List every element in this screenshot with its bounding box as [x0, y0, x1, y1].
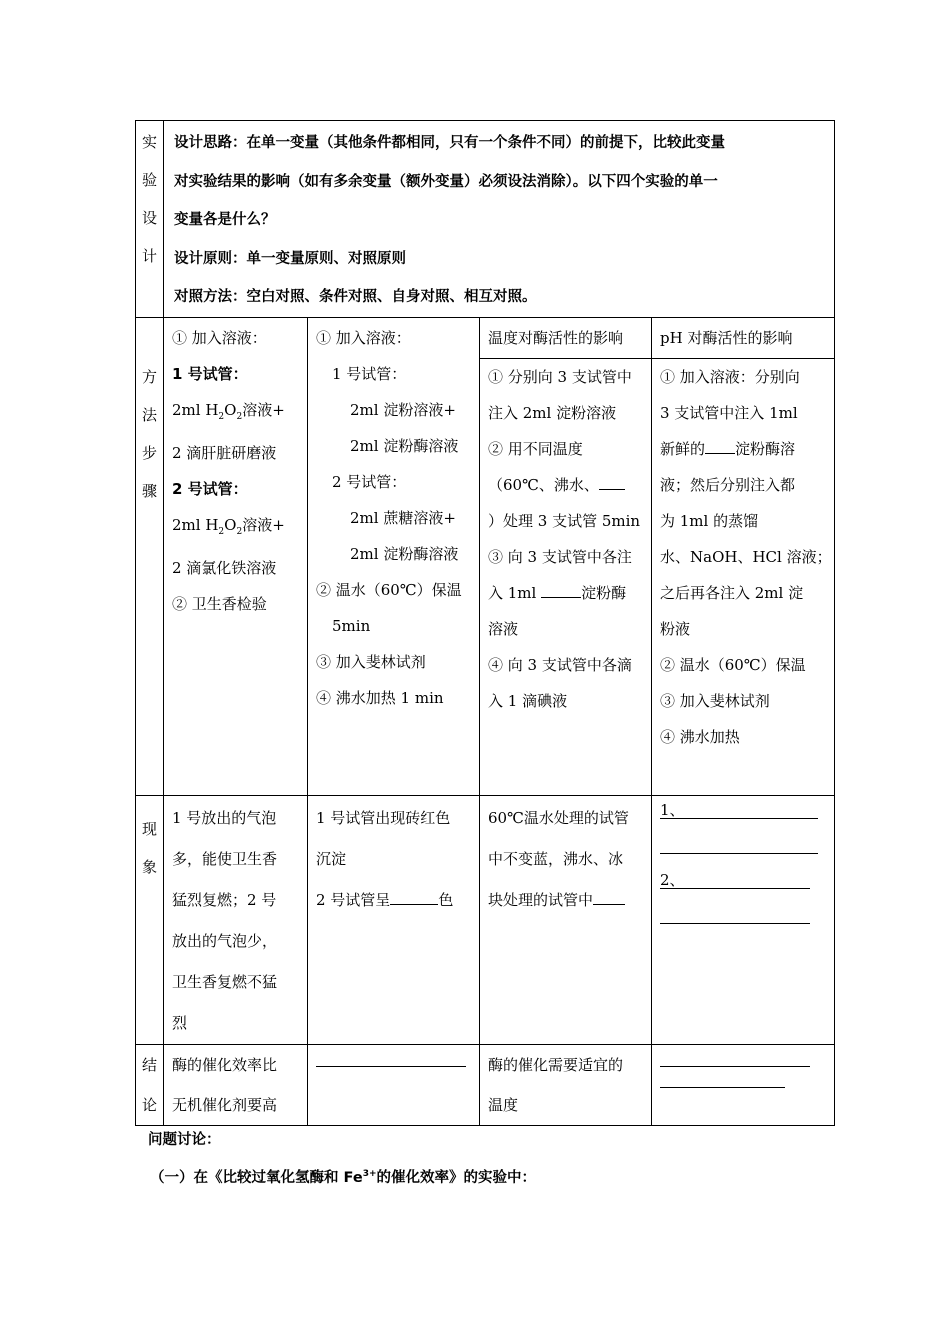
phenomenon-col-catalase: 1 号放出的气泡 多，能使卫生香 猛烈复燃；2 号 放出的气泡少， 卫生香复燃不猛 烈: [164, 795, 308, 1044]
experiment-table: [135, 120, 835, 1126]
conclusion-side-label: 结 论: [136, 1044, 164, 1125]
method-side-label: 方 法 步 骤: [136, 317, 164, 795]
ph-header: pH 对酶活性的影响: [652, 320, 834, 359]
design-principle: 设计原则：单一变量原则、对照原则: [174, 250, 406, 267]
conclusion-col-temperature: 酶的催化需要适宜的 温度: [480, 1044, 652, 1125]
design-row: [136, 121, 835, 318]
phenomenon-col-ph: [652, 795, 835, 1044]
fill-blank[interactable]: [541, 583, 581, 598]
method-col-ph: pH 对酶活性的影响 ① 加入溶液：分别向 3 支试管中注入 1ml 新鲜的 淀粉酶溶 液；然后分别注入都 为 1ml 的蒸馏 水、NaOH、HCl 溶液； 之后再各注入 2ml 淀 粉液 ② 温水（60℃）保温 ③ 加入斐林试剂 ④ 沸水加热: [652, 317, 835, 795]
answer-line[interactable]: [660, 1050, 810, 1067]
design-line: 设计思路：在单一变量（其他条件都相同，只有一个条件不同）的前提下，比较此变量: [174, 135, 725, 151]
conclusion-col-catalase: 酶的催化效率比 无机催化剂要高: [164, 1044, 308, 1125]
fill-blank[interactable]: [705, 439, 735, 454]
method-col-catalase: ① 加入溶液： 1 号试管： 2ml $H_2O_2$溶液+ 2 滴肝脏研磨液 2 号试管： 2ml $H_2O_2$溶液+ 2 滴氯化铁溶液 ② 卫生香检验: [164, 317, 308, 795]
fill-blank[interactable]: [390, 890, 438, 905]
fill-blank[interactable]: [599, 475, 625, 490]
phenomenon-col-temperature: 60℃温水处理的试管 中不变蓝，沸水、冰 块处理的试管中: [480, 795, 652, 1044]
phenomenon-row: [136, 795, 835, 1044]
conclusion-row: [136, 1044, 835, 1125]
temperature-header: 温度对酶活性的影响: [480, 320, 651, 359]
conclusion-col-ph: [652, 1044, 835, 1125]
answer-line[interactable]: [660, 837, 818, 854]
control-methods: 对照方法：空白对照、条件对照、自身对照、相互对照。: [174, 289, 537, 305]
design-line: 对实验结果的影响（如有多余变量（额外变量）必须设法消除）。以下四个实验的单一: [174, 173, 718, 190]
phenomenon-side-label: 现 象: [136, 795, 164, 1044]
design-side-label: 实 验 设 计: [136, 121, 164, 318]
conclusion-col-specificity: [308, 1044, 480, 1125]
design-line: 变量各是什么？: [174, 212, 276, 228]
answer-line-2[interactable]: 2、: [660, 872, 810, 889]
method-col-temperature: 温度对酶活性的影响 ① 分别向 3 支试管中 注入 2ml 淀粉溶液 ② 用不同温度 （60℃、沸水、 ）处理 3 支试管 5min ③ 向 3 支试管中各注 入 1ml 淀粉酶 溶液 ④ 向 3 支试管中各滴 入 1 滴碘液: [480, 317, 652, 795]
question-1: （一）在《比较过氧化氢酶和 $Fe^{3+}$的催化效率》的实验中：: [150, 1169, 537, 1186]
answer-line[interactable]: [660, 1071, 785, 1088]
design-text: [164, 121, 835, 318]
phenomenon-col-specificity: 1 号试管出现砖红色 沉淀 2 号试管呈 色: [308, 795, 480, 1044]
answer-line[interactable]: [660, 907, 810, 924]
answer-line[interactable]: [316, 1050, 466, 1067]
answer-line-1[interactable]: 1、: [660, 802, 818, 819]
method-row: [136, 317, 835, 795]
fill-blank[interactable]: [593, 890, 625, 905]
discussion-heading: 问题讨论：: [148, 1132, 221, 1148]
method-col-specificity: ① 加入溶液： 1 号试管： 2ml 淀粉溶液+ 2ml 淀粉酶溶液 2 号试管： 2ml 蔗糖溶液+ 2ml 淀粉酶溶液 ② 温水（60℃）保温 5min ③ 加入斐林试剂 ④ 沸水加热 1 min: [308, 317, 480, 795]
